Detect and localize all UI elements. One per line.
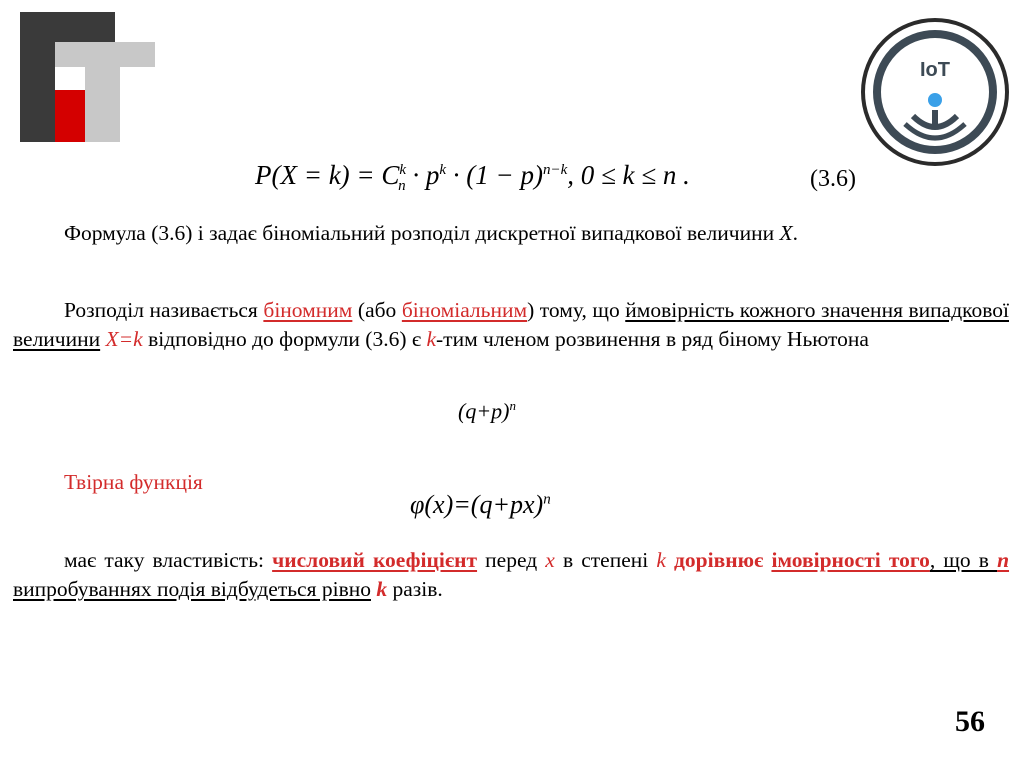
binomial-formula: $P(X = k) = C^k_n \cdot p^k \cdot (1 - p)^{n-k}$, 0 ≤ k ≤ n . (3.6) [255, 160, 856, 195]
iot-seal-logo [855, 12, 1024, 182]
page-number: 56 [955, 705, 985, 738]
equation-number: (3.6) [810, 166, 856, 192]
generating-function-formula: $\varphi(x)=(q+px)^n$ [410, 490, 551, 519]
svg-text:IoT: IoT [920, 59, 950, 81]
paragraph-formula-description: Формула (3.6) і задає біноміальний розподіл дискретної випадкової величини X. [64, 221, 798, 245]
generating-function-heading: Твірна функція [64, 470, 203, 494]
newton-binomial-formula: $(q+p)^n$ [458, 398, 516, 424]
fit-logo [20, 12, 155, 147]
paragraph-binomial-definition: Розподіл називається біномним (або біноміальним) тому, що ймовірність кожного значення випадкової величини X=k відповідно до формули (3.6) є k-тим членом розвинення в ряд біному Ньютона [13, 298, 1009, 351]
paragraph-generating-property: має таку властивість: числовий коефіцієнт перед x в степені k дорівнює імовірності того, що в n випробуваннях подія відбудеться рівно k разів. [13, 548, 1010, 601]
